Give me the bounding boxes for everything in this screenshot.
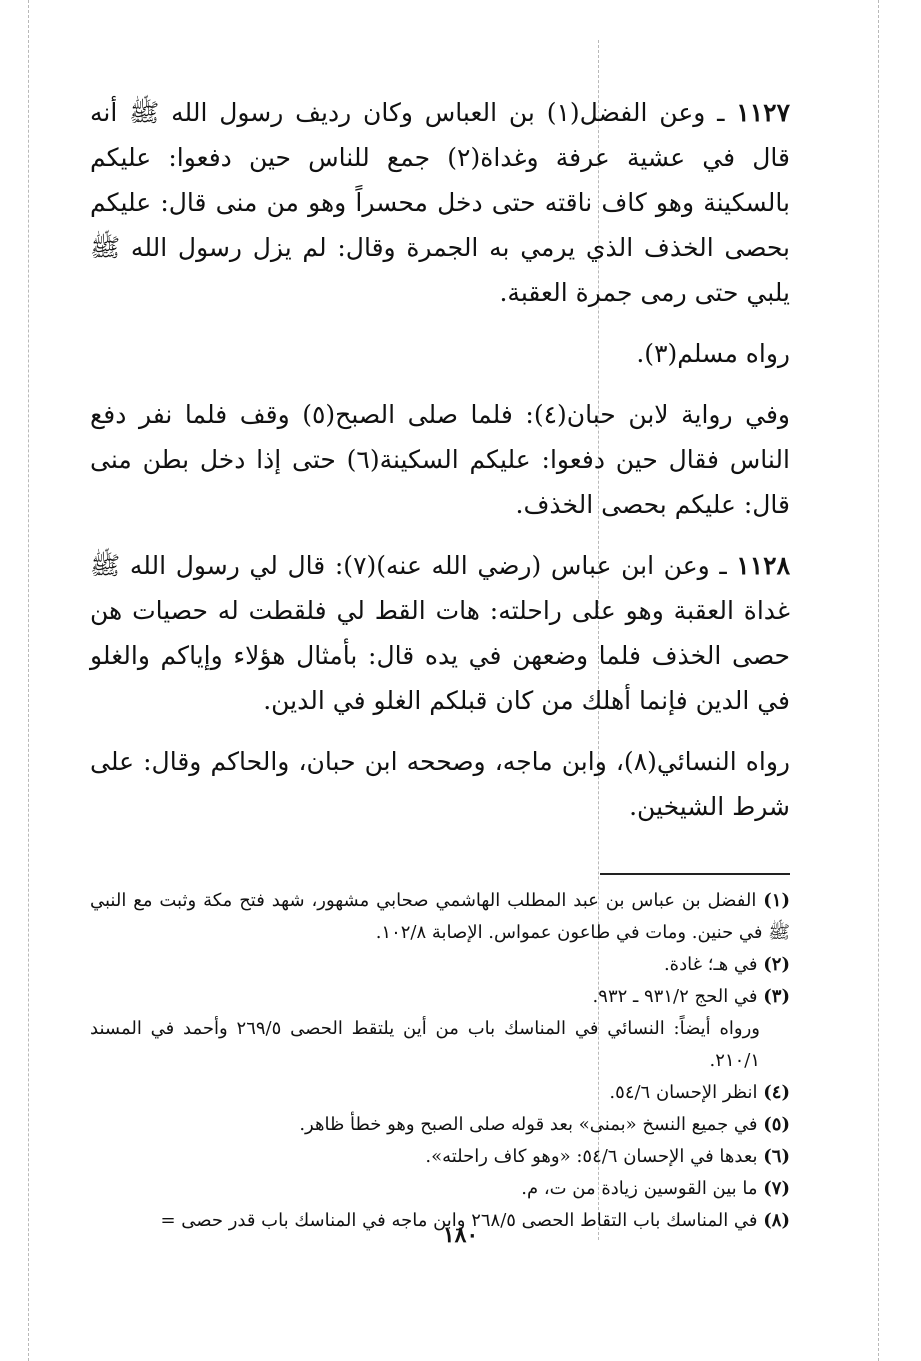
- hadith-source: رواه النسائي(٨)، وابن ماجه، وصححه ابن حبان، والحاكم وقال: على شرط الشيخين.: [90, 747, 790, 821]
- footnote-3-continued: ورواه أيضاً: النسائي في المناسك باب من أين يلتقط الحصى ٢٦٩/٥ وأحمد في المسند ٢١٠/١.: [90, 1018, 761, 1071]
- footnote-7: (٧) ما بين القوسين زيادة من ت، م.: [521, 1178, 790, 1199]
- page-content: [90, 90, 790, 1237]
- footnote-6: (٦) بعدها في الإحسان ٥٤/٦: «وهو كاف راحلته».: [425, 1146, 790, 1167]
- footnote-3: (٣) في الحج ٩٣١/٢ ـ ٩٣٢.: [592, 986, 790, 1007]
- hadith-text: ـ وعن الفضل(١) بن العباس وكان رديف رسول الله ﷺ أنه قال في عشية عرفة وغداة(٢) جمع للناس حين دفعوا: عليكم بالسكينة وهو كاف ناقته حتى دخل محسراً وهو من منى قال: عليكم بحصى الخذف الذي يرمي به الجمرة وقال: لم يزل رسول الله ﷺ يلبي حتى رمى جمرة العقبة.: [90, 98, 790, 307]
- footnote-1: (١) الفضل بن عباس بن عبد المطلب الهاشمي صحابي مشهور، شهد فتح مكة وثبت مع النبي ﷺ في حنين. ومات في طاعون عمواس. الإصابة ١٠٢/٨.: [90, 890, 790, 943]
- scan-line-left: [28, 0, 29, 1361]
- hadith-source: رواه مسلم(٣).: [636, 339, 790, 368]
- footnote-2: (٢) في هـ؛ غادة.: [663, 954, 790, 975]
- footnote-5: (٥) في جميع النسخ «بمنى» بعد قوله صلى الصبح وهو خطأ ظاهر.: [299, 1114, 790, 1135]
- scan-line-right: [878, 0, 879, 1361]
- hadith-1128: [90, 543, 790, 723]
- ibn-hibban-narration: وفي رواية لابن حبان(٤): فلما صلى الصبح(٥) وقف فلما نفر دفع الناس فقال حين دفعوا: عليكم السكينة(٦) حتى إذا دخل بطن منى قال: عليكم بحصى الخذف.: [90, 400, 790, 519]
- hadith-text: ـ وعن ابن عباس (رضي الله عنه)(٧): قال لي رسول الله ﷺ غداة العقبة وهو على راحلته: هات القط لي فلقطت له حصيات هن حصى الخذف فلما وضعهن في يده قال: بأمثال هؤلاء وإياكم والغلو في الدين فإنما أهلك من كان قبلكم الغلو في الدين.: [90, 551, 790, 715]
- footnote-8: (٨) في المناسك باب التقاط الحصى ٢٦٨/٥ وابن ماجه في المناسك باب قدر حصى =: [160, 1210, 790, 1231]
- hadith-1127: [90, 90, 790, 315]
- footnote-divider: [600, 873, 790, 875]
- hadith-number: ١١٢٨: [736, 551, 791, 580]
- footnotes: [90, 885, 790, 1237]
- hadith-number: ١١٢٧: [736, 98, 790, 127]
- footnote-4: (٤) انظر الإحسان ٥٤/٦.: [609, 1082, 790, 1103]
- page-number: ١٨٠: [442, 1222, 479, 1248]
